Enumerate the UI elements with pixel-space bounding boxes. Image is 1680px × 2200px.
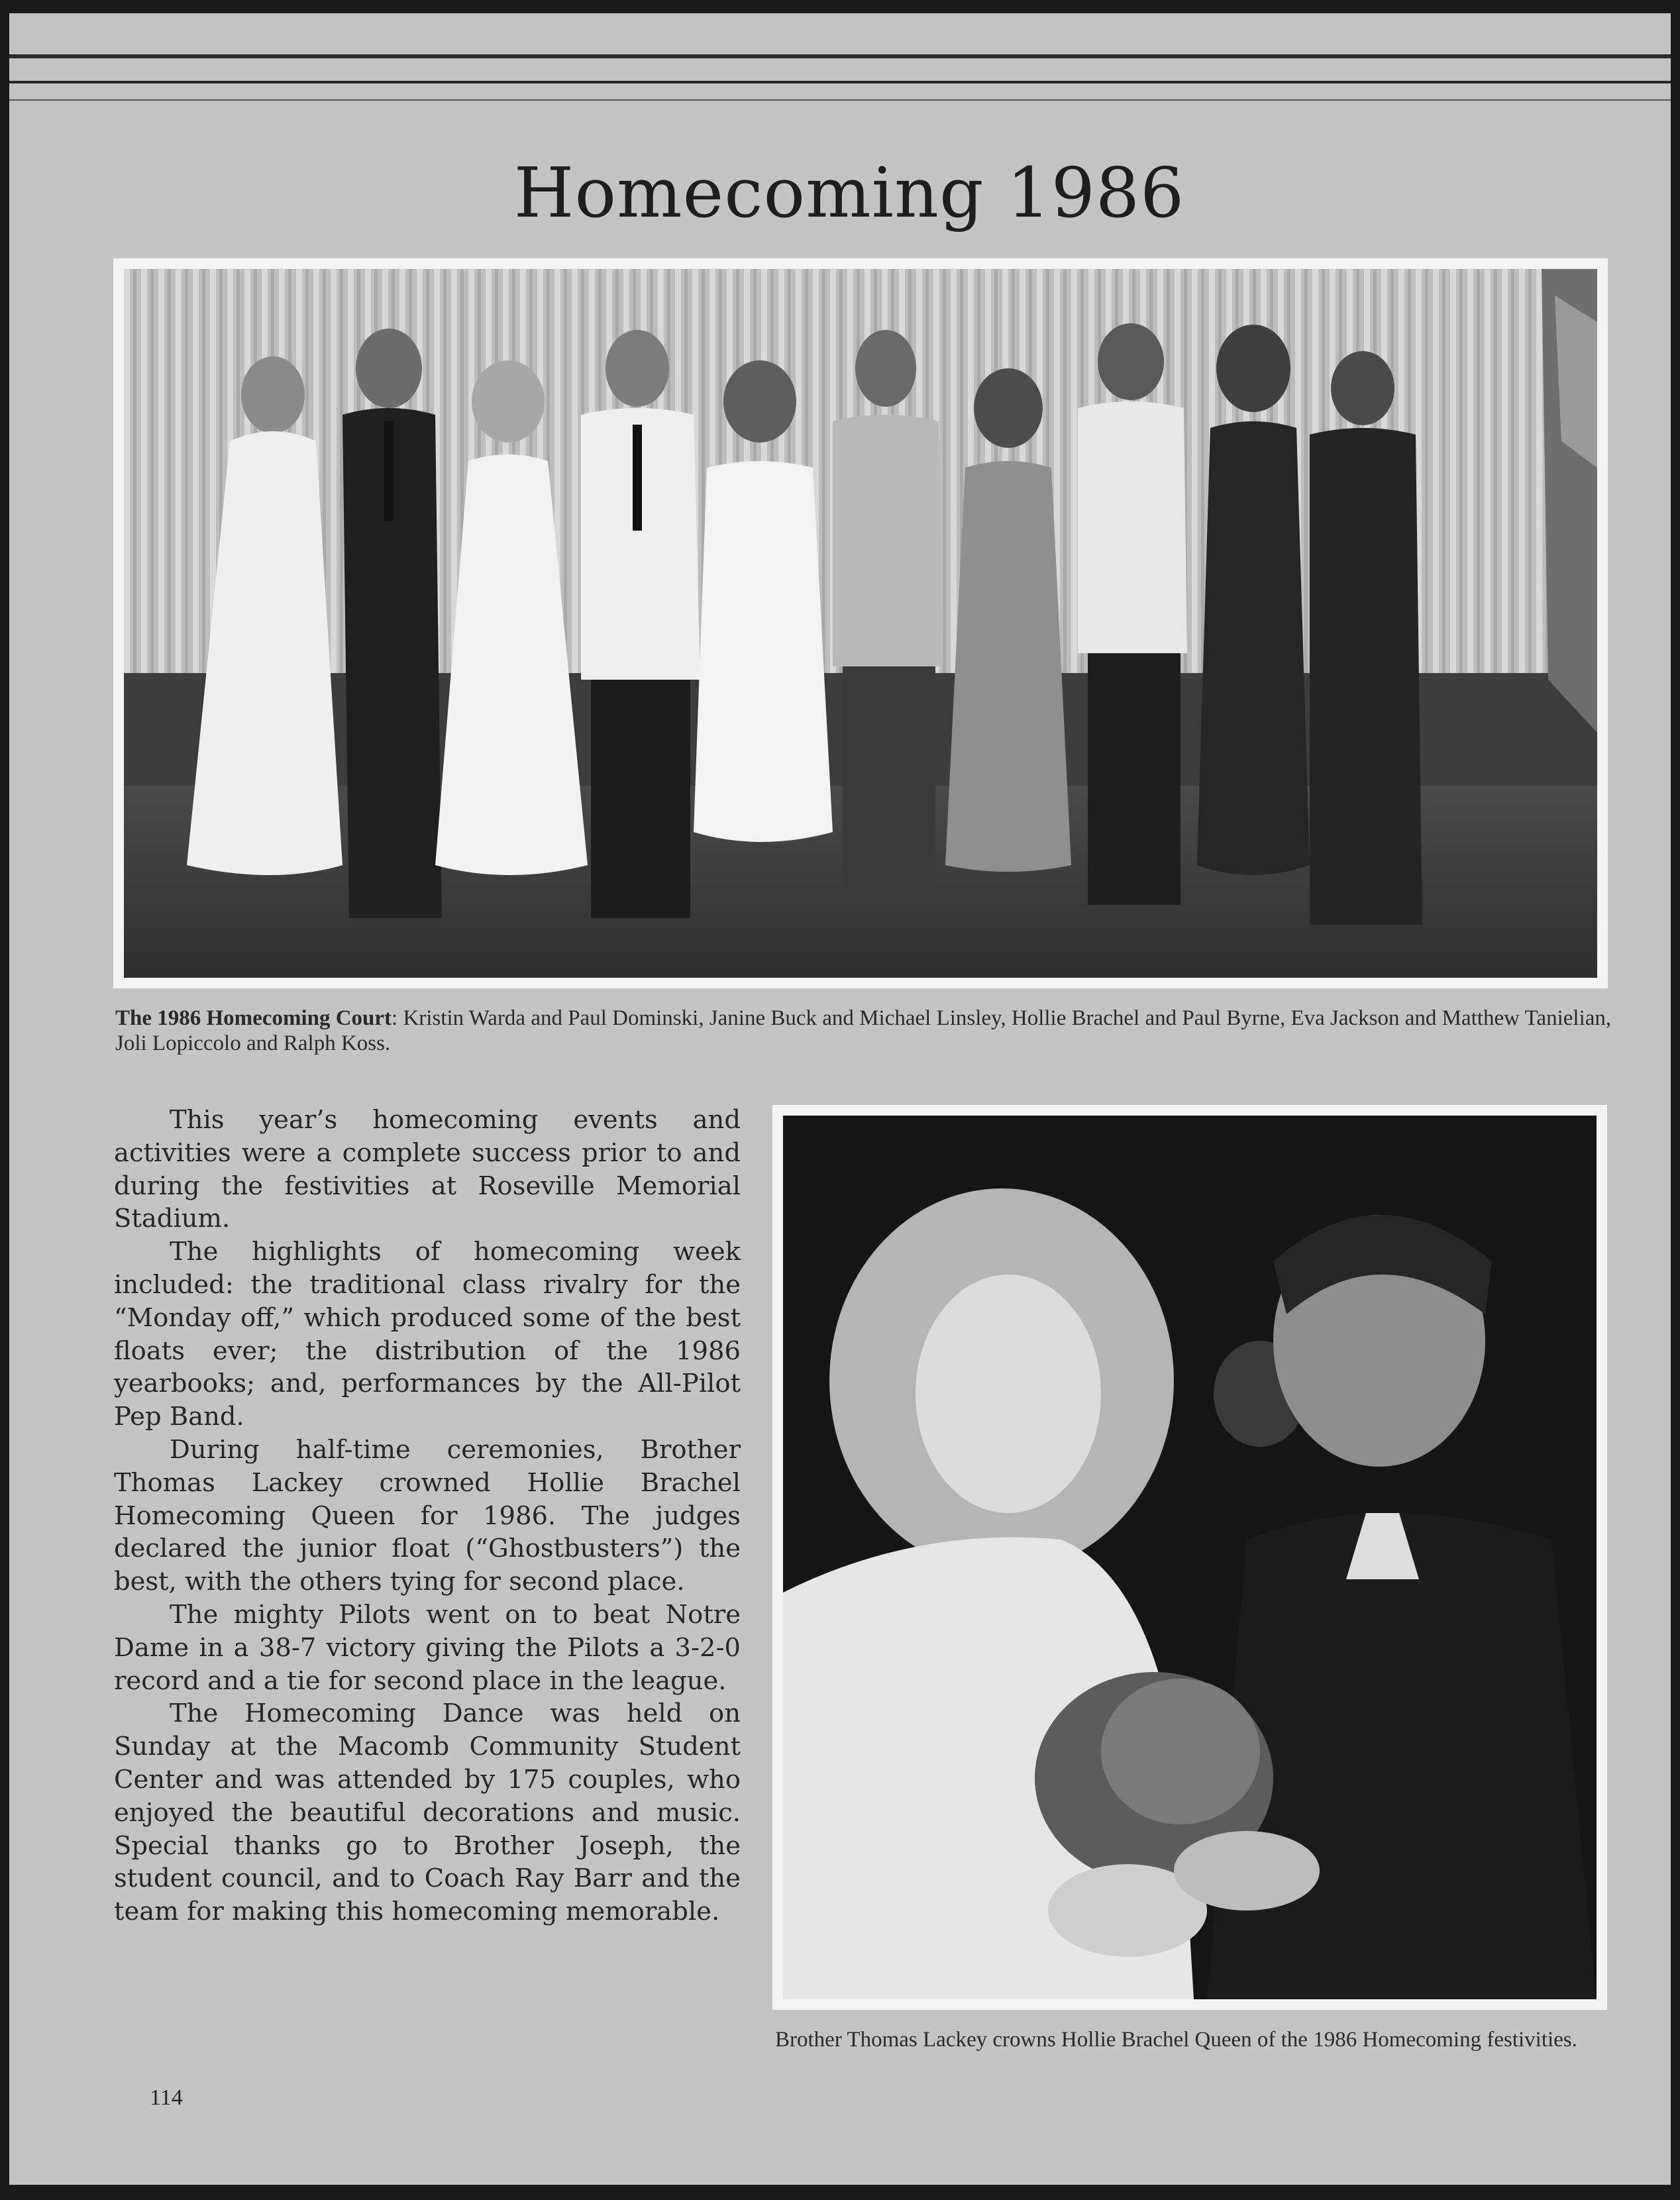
article-body bbox=[114, 1104, 741, 1928]
photo-image bbox=[124, 269, 1597, 978]
crowning-photo-caption: Brother Thomas Lackey crowns Hollie Brachel Queen of the 1986 Homecoming festivities. bbox=[775, 2028, 1577, 2052]
page-number: 114 bbox=[150, 2085, 183, 2110]
page-title: Homecoming 1986 bbox=[513, 152, 1185, 233]
paragraph: The highlights of homecoming week included: the traditional class rivalry for the “Monday off,” which produced some of the best floats ever; the distribution of the 1986 yearbooks; and, performances by the All-Pilot Pep Band. bbox=[114, 1237, 741, 1432]
paragraph: During half-time ceremonies, Brother Thomas Lackey crowned Hollie Brachel Homecoming Queen for 1986. The judges declared the junior float (“Ghostbusters”) the best, with the others tying for second place. bbox=[114, 1434, 741, 1597]
paragraph: The Homecoming Dance was held on Sunday at the Macomb Community Student Center and was attended by 175 couples, who enjoyed the beautiful decorations and music. Special thanks go to Brother Joseph, the student council, and to Coach Ray Barr and the team for making this homecoming memorable. bbox=[114, 1699, 741, 1927]
paragraph: The mighty Pilots went on to beat Notre Dame in a 38-7 victory giving the Pilots a 3-2-0 record and a tie for second place in the league. bbox=[114, 1599, 741, 1696]
top-rule bbox=[9, 54, 1671, 58]
top-rule bbox=[9, 99, 1671, 101]
paragraph: This year’s homecoming events and activities were a complete success prior to and during the festivities at Roseville Memorial Stadium. bbox=[114, 1105, 741, 1234]
crowning-photo bbox=[772, 1105, 1607, 2010]
photo-image bbox=[783, 1116, 1597, 1999]
crowning-photo-illustration bbox=[783, 1116, 1597, 1999]
yearbook-page bbox=[9, 13, 1671, 2185]
court-photo-illustration bbox=[124, 269, 1597, 978]
top-rule bbox=[9, 81, 1671, 83]
caption-text: : Kristin Warda and Paul Dominski, Janine Buck and Michael Linsley, Hollie Brachel and Paul Byrne, Eva Jackson and Matthew Tanielian, Joli Lopiccolo and Ralph Koss. bbox=[115, 1006, 1612, 1055]
homecoming-court-photo bbox=[113, 258, 1608, 988]
court-photo-caption bbox=[115, 1006, 1612, 1056]
caption-lead: The 1986 Homecoming Court bbox=[115, 1006, 392, 1030]
